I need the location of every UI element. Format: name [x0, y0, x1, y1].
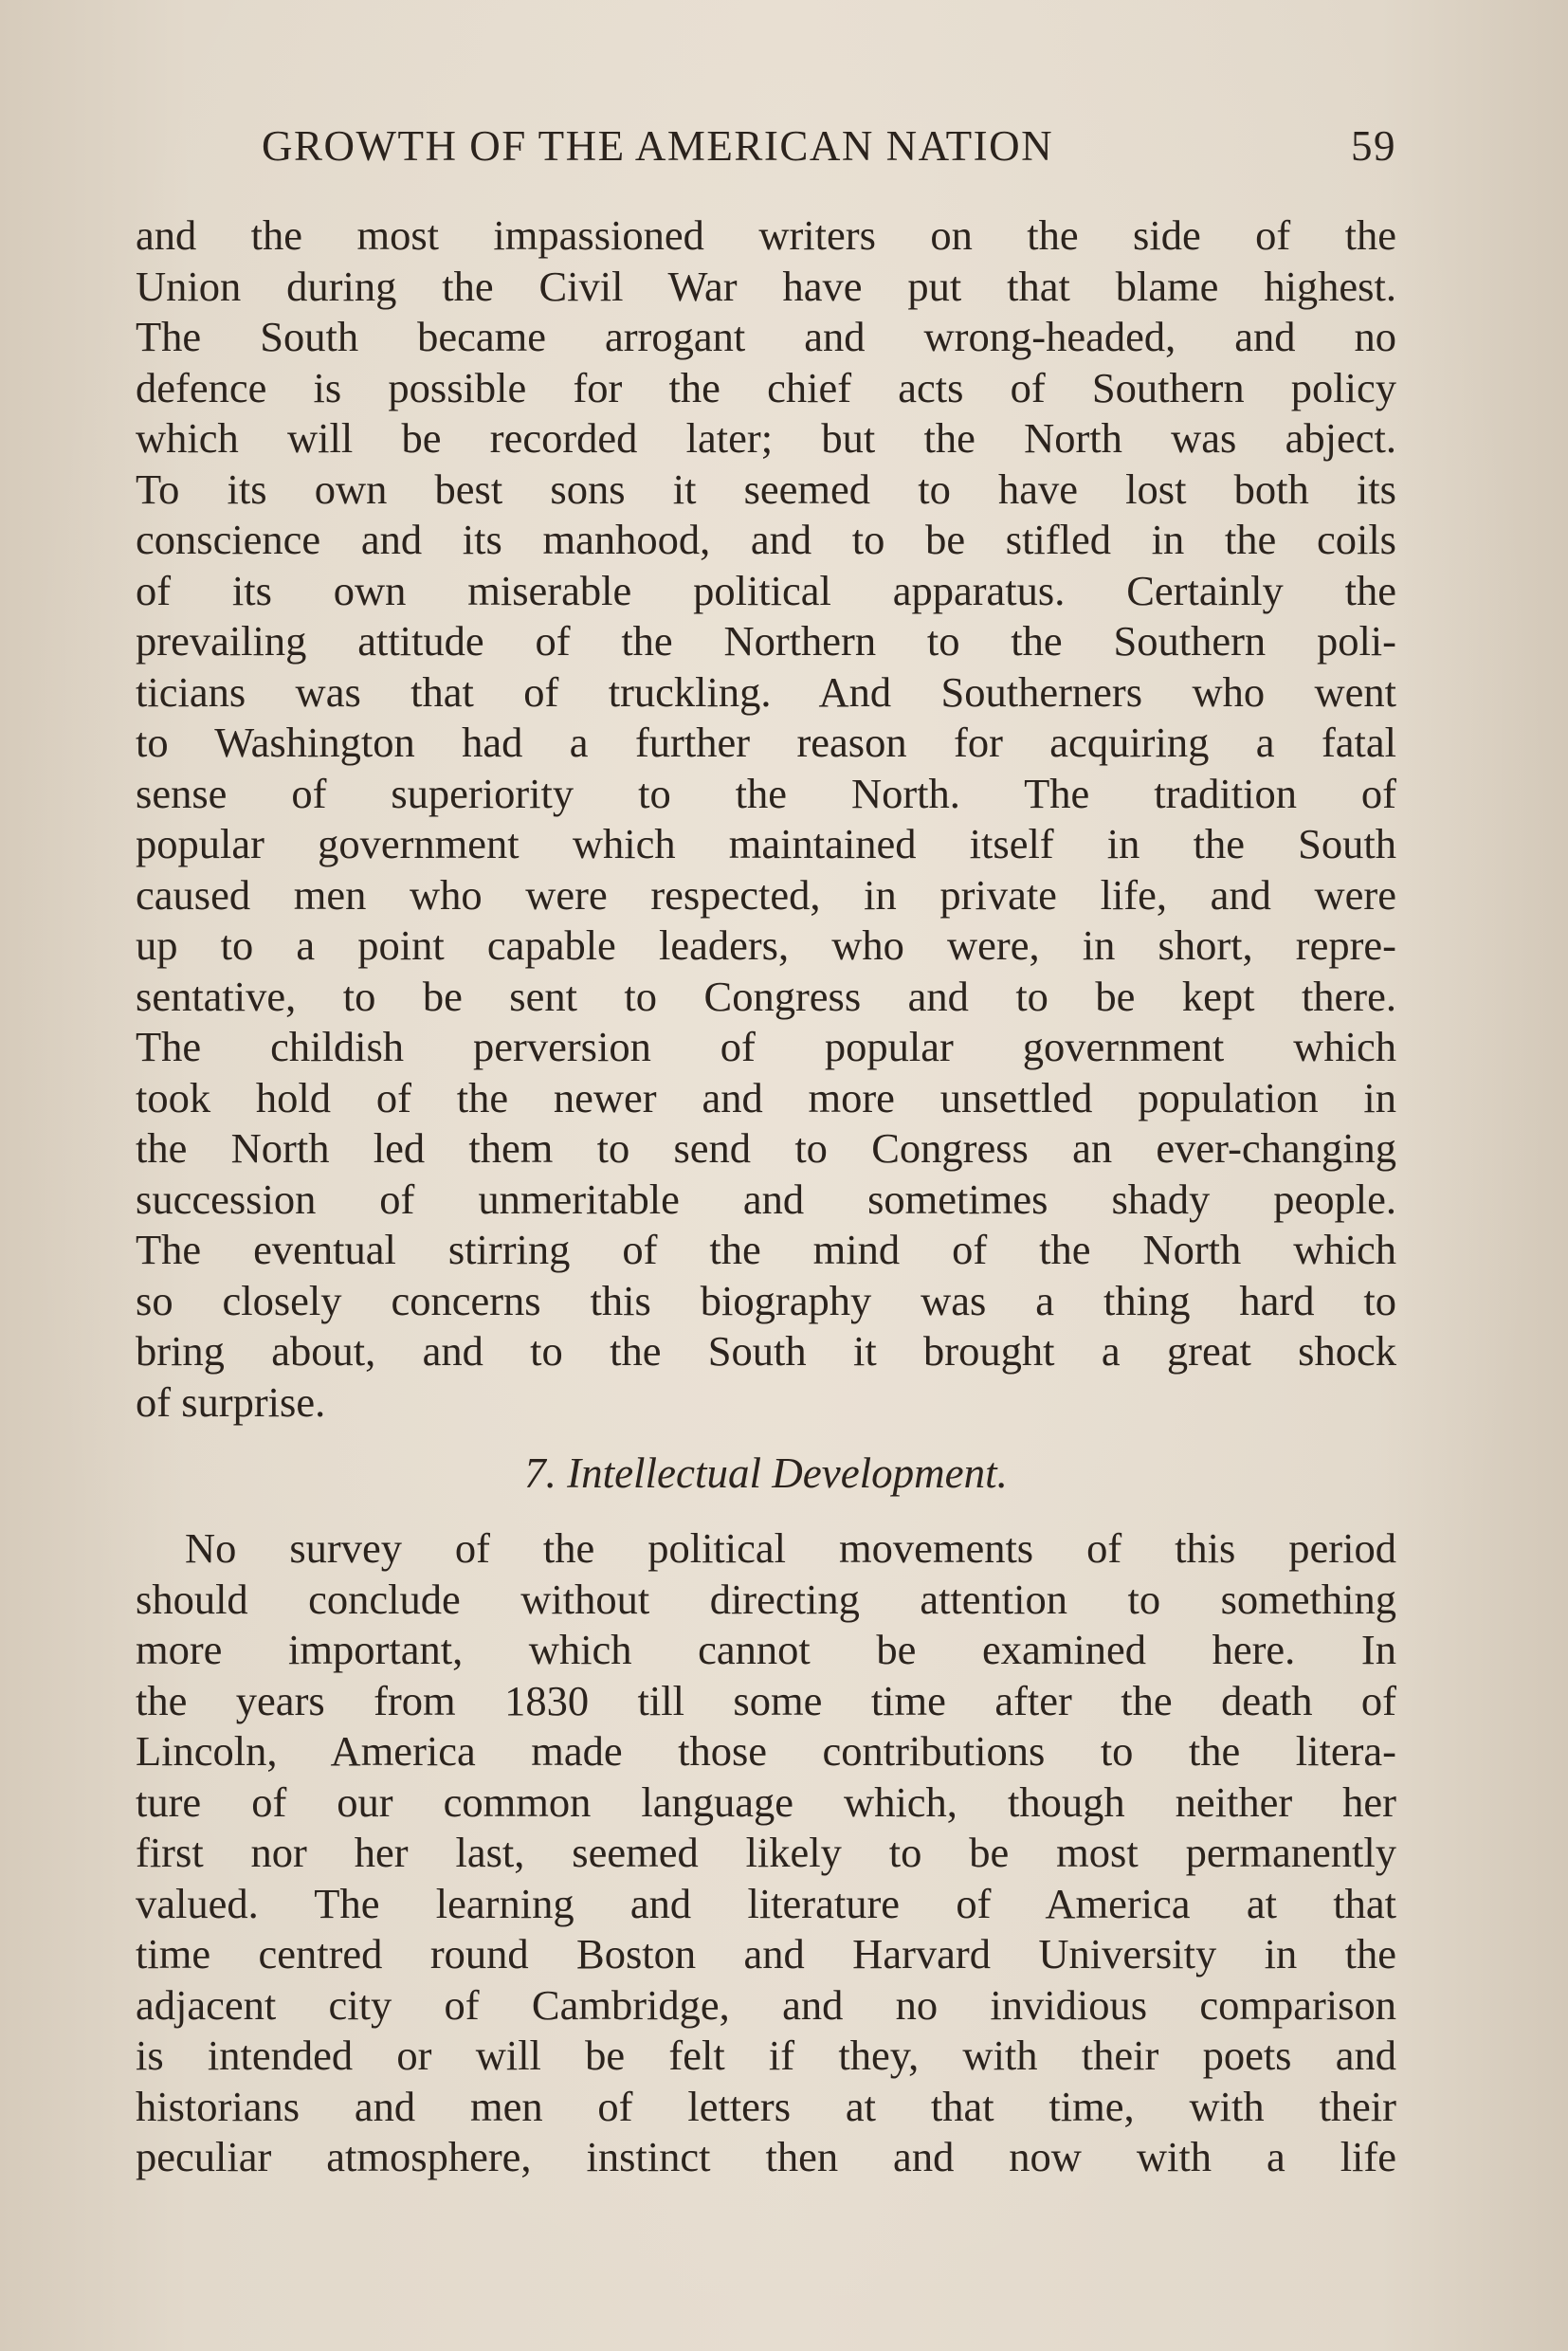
page-number: 59: [1351, 122, 1396, 170]
text-line: is intended or will be felt if they, with their poets and: [136, 2032, 1396, 2079]
paragraph-2: [136, 1523, 1396, 2183]
text-line: The childish perversion of popular government which: [136, 1023, 1396, 1070]
text-line: the North led them to send to Congress an ever-changing: [136, 1124, 1396, 1172]
text-line: Union during the Civil War have put that blame highest.: [136, 262, 1396, 310]
text-line: up to a point capable leaders, who were, in short, repre-: [136, 921, 1396, 969]
text-line: historians and men of letters at that time, with their: [136, 2082, 1396, 2130]
text-line: first nor her last, seemed likely to be most permanently: [136, 1829, 1396, 1876]
text-line: so closely concerns this biography was a thing hard to: [136, 1276, 1396, 1324]
text-line: caused men who were respected, in private life, and were: [136, 870, 1396, 919]
text-line: To its own best sons it seemed to have lost both its: [136, 465, 1396, 513]
text-line: sense of superiority to the North. The tradition of: [136, 769, 1396, 817]
text-line: prevailing attitude of the Northern to the Southern poli-: [136, 617, 1396, 665]
text-line: of its own miserable political apparatus. Certainly the: [136, 566, 1396, 614]
text-line: of surprise.: [136, 1377, 326, 1426]
text-line: popular government which maintained itself in the South: [136, 820, 1396, 867]
text-line: peculiar atmosphere, instinct then and now with a life: [136, 2133, 1396, 2180]
text-line: sentative, to be sent to Congress and to be kept there.: [136, 972, 1396, 1020]
text-line: ture of our common language which, though neither her: [136, 1777, 1396, 1826]
text-line: took hold of the newer and more unsettled population in: [136, 1073, 1396, 1121]
text-line: more important, which cannot be examined here. In: [136, 1626, 1396, 1673]
page-header: [136, 121, 1396, 178]
text-line: ticians was that of truckling. And Southerners who went: [136, 667, 1396, 716]
text-line: conscience and its manhood, and to be stifled in the coils: [136, 516, 1396, 563]
section-heading: 7. Intellectual Development.: [524, 1449, 1008, 1497]
text-line: to Washington had a further reason for acquiring a fatal: [136, 719, 1396, 766]
text-line: bring about, and to the South it brought a great shock: [136, 1327, 1396, 1375]
text-line: The South became arrogant and wrong-headed, and no: [136, 313, 1396, 360]
text-line: succession of unmeritable and sometimes shady people.: [136, 1175, 1396, 1223]
text-line: the years from 1830 till some time after the death of: [136, 1676, 1396, 1724]
text-line: which will be recorded later; but the North was abject.: [136, 414, 1396, 462]
text-line: The eventual stirring of the mind of the North which: [136, 1226, 1396, 1273]
text-line: and the most impassioned writers on the side of the: [136, 211, 1396, 259]
text-line: valued. The learning and literature of America at that: [136, 1879, 1396, 1927]
text-line: defence is possible for the chief acts of Southern policy: [136, 363, 1396, 411]
text-line: adjacent city of Cambridge, and no invidious comparison: [136, 1980, 1396, 2029]
text-line: time centred round Boston and Harvard University in the: [136, 1930, 1396, 1977]
text-line: No survey of the political movements of this period: [185, 1524, 1396, 1572]
paragraph-1: [136, 210, 1396, 1428]
text-line: Lincoln, America made those contributions to the litera-: [136, 1727, 1396, 1775]
running-head: GROWTH OF THE AMERICAN NATION: [262, 122, 1054, 170]
text-line: should conclude without directing attention to something: [136, 1575, 1396, 1623]
